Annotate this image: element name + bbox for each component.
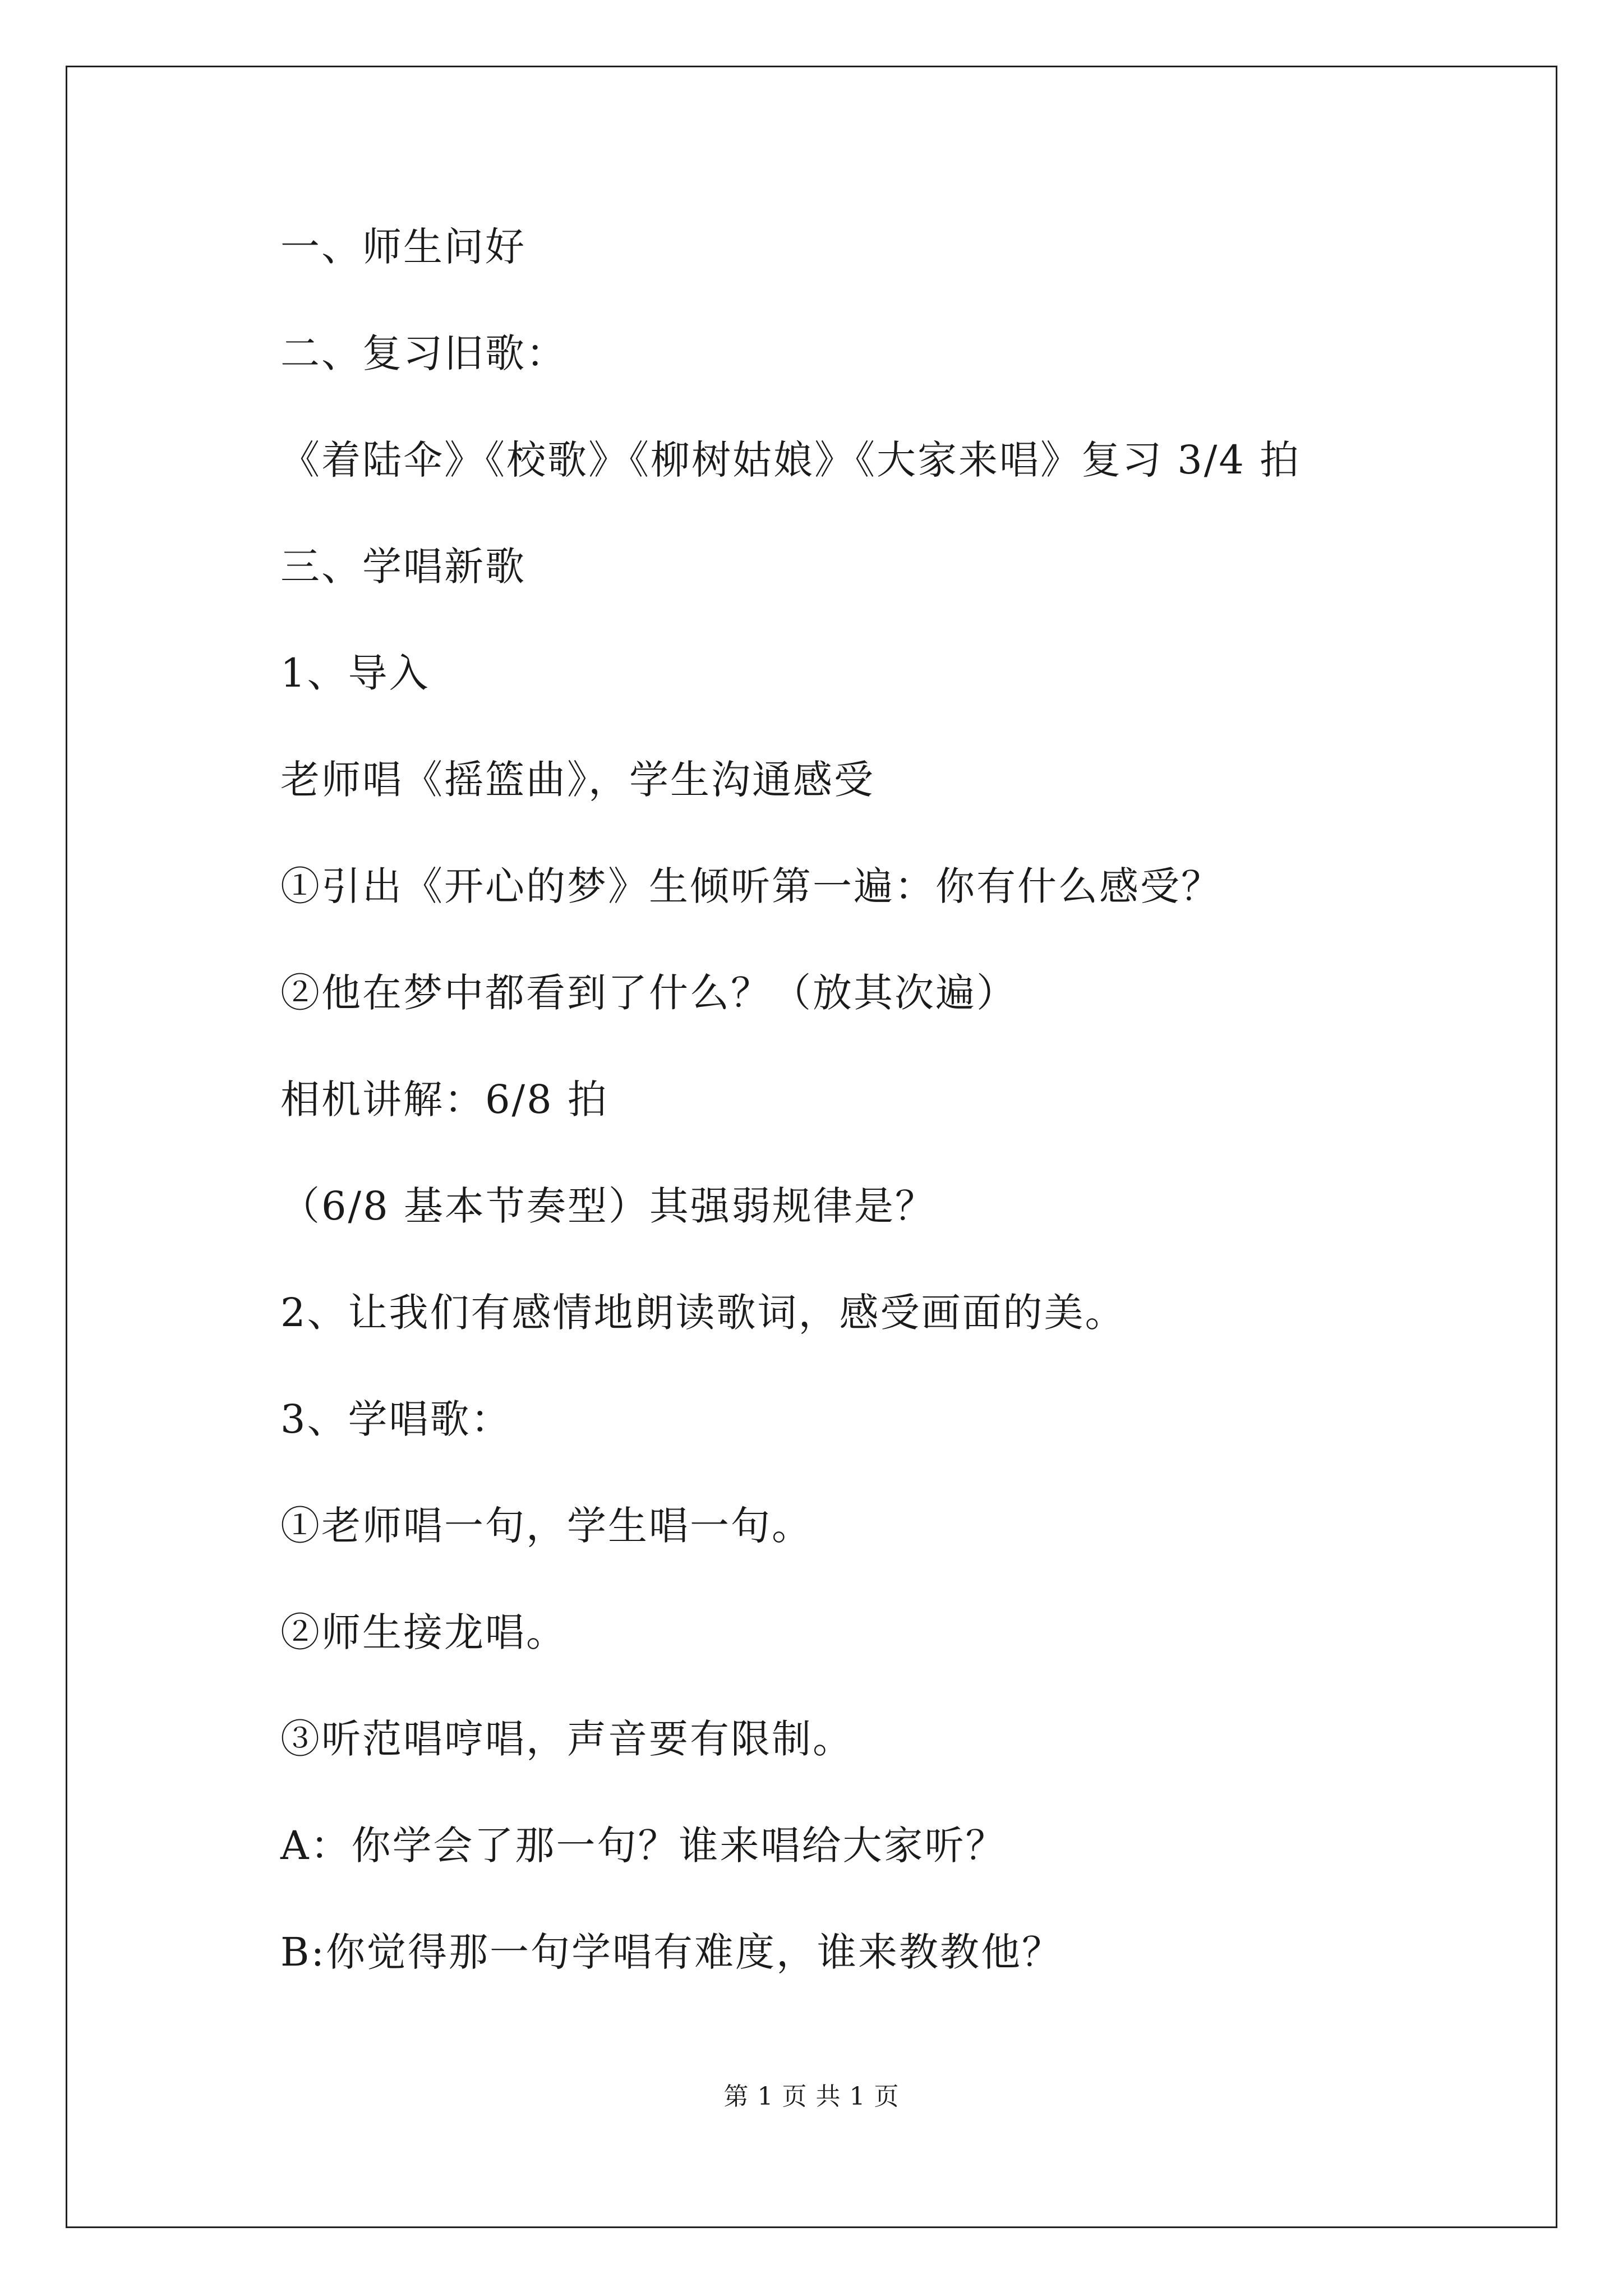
text-line: 3、学唱歌：: [280, 1396, 512, 1442]
text-line: （6/8 基本节奏型）其强弱规律是？: [280, 1183, 936, 1229]
text-line: ③听范唱哼唱，声音要有限制。: [280, 1716, 854, 1762]
text-line: 三、学唱新歌: [280, 544, 526, 590]
text-line: 《着陆伞》《校歌》《柳树姑娘》《大家来唱》复习 3/4 拍: [280, 437, 1301, 483]
text-line: 老师唱《摇篮曲》，学生沟通感受: [280, 757, 875, 803]
text-line: ①老师唱一句，学生唱一句。: [280, 1503, 813, 1549]
text-line: ②师生接龙唱。: [280, 1609, 567, 1655]
page-border: [66, 66, 1557, 2228]
text-line: A：你学会了那一句？谁来唱给大家听？: [280, 1823, 1007, 1869]
text-line: 一、师生问好: [280, 224, 526, 270]
text-line: ①引出《开心的梦》生倾听第一遍：你有什么感受？: [280, 863, 1222, 909]
text-line: B:你觉得那一句学唱有难度，谁来教教他？: [280, 1929, 1063, 1975]
text-line: 二、复习旧歌：: [280, 330, 567, 376]
text-line: ②他在梦中都看到了什么？（放其次遍）: [280, 970, 1017, 1016]
text-line: 2、让我们有感情地朗读歌词，感受画面的美。: [280, 1290, 1126, 1336]
text-line: 相机讲解：6/8 拍: [280, 1076, 608, 1122]
page-footer: 第 1 页 共 1 页: [723, 2082, 900, 2111]
text-line: 1、导入: [280, 650, 430, 696]
